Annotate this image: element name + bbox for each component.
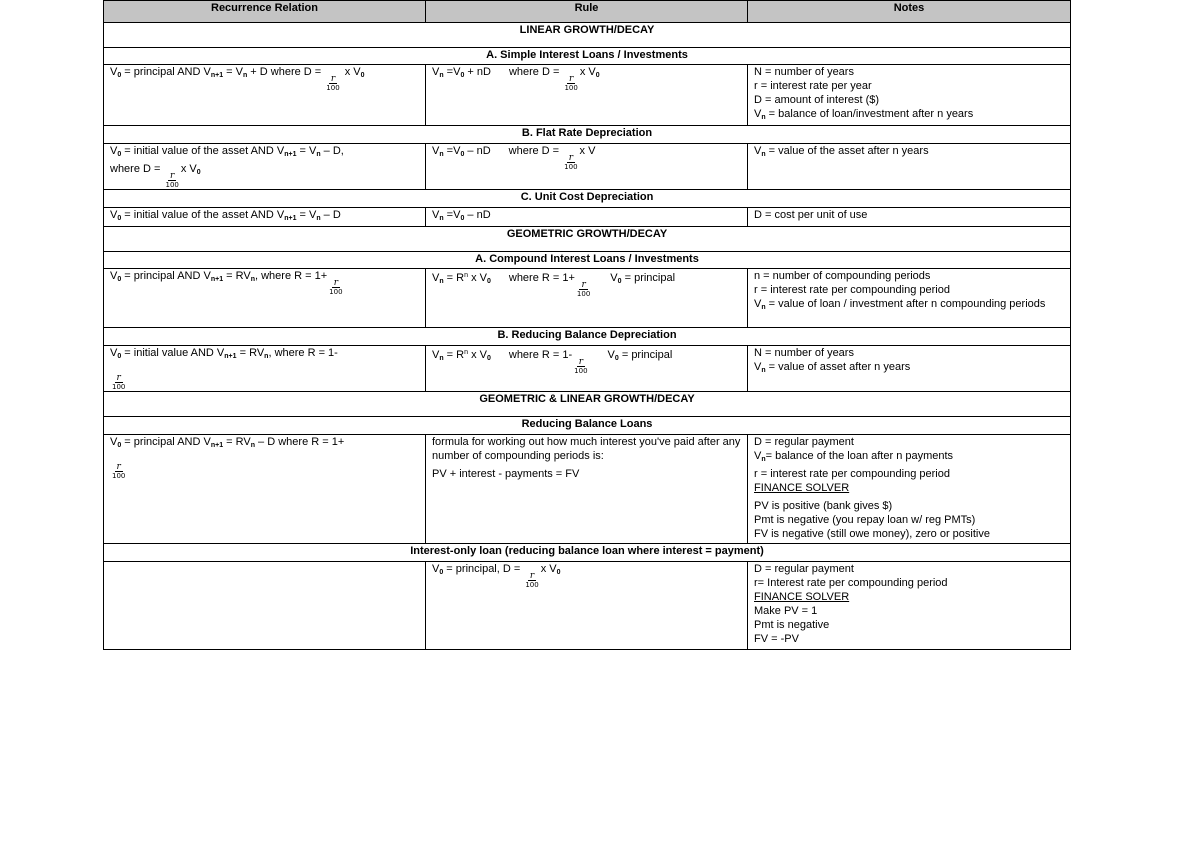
fraction-r-over-100: $\frac{r}{100}$ [112, 462, 126, 480]
unit-notes: D = cost per unit of use [748, 208, 1071, 227]
subsection-compound-interest: A. Compound Interest Loans / Investments [104, 252, 1071, 269]
unit-rule: $V_n =V_0$ – nD [426, 208, 748, 227]
fraction-r-over-100: $\frac{r}{100}$ [329, 278, 343, 296]
fraction-r-over-100: $\frac{r}{100}$ [326, 74, 340, 92]
section-geometric-linear: GEOMETRIC & LINEAR GROWTH/DECAY [104, 392, 1071, 417]
header-rule: Rule [426, 1, 748, 23]
fraction-r-over-100: $\frac{r}{100}$ [564, 153, 578, 171]
fraction-r-over-100: $\frac{r}{100}$ [576, 280, 591, 298]
subsection-flat-rate: B. Flat Rate Depreciation [104, 126, 1071, 144]
reducing-rule: $V_n = R^n$ x $V_0$ where R = 1- $\frac{r}{100}$ $V_0$ = principal [426, 346, 748, 392]
rb-loans-rule: formula for working out how much interest you've paid after any number of compounding periods is: PV + interest - payments = FV [426, 435, 748, 544]
compound-rule: $V_n = R^n$ x $V_0$ where R = 1+ $\frac{r}{100}$ $V_0$ = principal [426, 269, 748, 328]
subsection-reducing-balance-loans: Reducing Balance Loans [104, 417, 1071, 435]
fraction-r-over-100: $\frac{r}{100}$ [112, 373, 126, 391]
interest-only-rule: $V_0$ = principal, D = $\frac{r}{100}$ x $V_0$ [426, 562, 748, 650]
fraction-r-over-100: $\frac{r}{100}$ [525, 571, 539, 589]
fraction-r-over-100: $\frac{r}{100}$ [564, 74, 578, 92]
header-relation: Recurrence Relation [104, 1, 426, 23]
subsection-reducing-balance: B. Reducing Balance Depreciation [104, 328, 1071, 346]
row-reducing-balance [104, 346, 1071, 392]
row-flat-rate [104, 144, 1071, 190]
rb-loans-notes: D = regular payment $V_n=$ balance of the loan after n payments r = interest rate per compounding period FINANCE SOLVER PV is positive (bank gives $) Pmt is negative (you repay loan w/ reg PMTs) FV is negative (still owe money), zero or positive [748, 435, 1071, 544]
section-linear: LINEAR GROWTH/DECAY [104, 23, 1071, 48]
flat-relation: $V_0$ = initial value of the asset AND $V_{n+1} = V_n - D$, where D = $\frac{r}{100}$ x $V_0$ [104, 144, 426, 190]
finance-solver-heading: FINANCE SOLVER [754, 482, 850, 494]
fraction-r-over-100: $\frac{r}{100}$ [165, 171, 179, 189]
row-unit-cost [104, 208, 1071, 227]
header-row [104, 1, 1071, 23]
finance-solver-heading: FINANCE SOLVER [754, 591, 850, 603]
row-simple-interest [104, 65, 1071, 126]
recurrence-summary-table [103, 0, 1071, 650]
unit-relation: $V_0$ = initial value of the asset AND $V_{n+1} = V_n - D$ [104, 208, 426, 227]
subsection-unit-cost: C. Unit Cost Depreciation [104, 190, 1071, 208]
flat-notes: $V_n$ = value of the asset after n years [748, 144, 1071, 190]
section-geometric: GEOMETRIC GROWTH/DECAY [104, 227, 1071, 252]
reducing-notes: N = number of years $V_n$ = value of asset after n years [748, 346, 1071, 392]
row-interest-only [104, 562, 1071, 650]
compound-relation: $V_0$ = principal AND $V_{n+1} = RV_n$, where R = 1+ $\frac{r}{100}$ [104, 269, 426, 328]
row-reducing-balance-loans [104, 435, 1071, 544]
reducing-relation: $V_0$ = initial value AND $V_{n+1} = RV_n$, where R = 1- $\frac{r}{100}$ [104, 346, 426, 392]
subsection-interest-only: Interest-only loan (reducing balance loan where interest = payment) [104, 544, 1071, 562]
simple-rule: $V_n =V_0$ + nD where D = $\frac{r}{100}$ x $V_0$ [426, 65, 748, 126]
interest-only-notes: D = regular payment r= Interest rate per compounding period FINANCE SOLVER Make PV = 1 Pmt is negative FV = -PV [748, 562, 1071, 650]
row-compound-interest [104, 269, 1071, 328]
flat-rule: $V_n =V_0$ – nD where D = $\frac{r}{100}$ x V [426, 144, 748, 190]
compound-notes: n = number of compounding periods r = interest rate per compounding period $V_n$ = value of loan / investment after n compounding periods [748, 269, 1071, 328]
header-notes: Notes [748, 1, 1071, 23]
simple-notes: N = number of years r = interest rate per year D = amount of interest ($) $V_n$ = balance of loan/investment after n years [748, 65, 1071, 126]
rb-loans-relation: $V_0$ = principal AND $V_{n+1} = RV_n - D$ where R = 1+ $\frac{r}{100}$ [104, 435, 426, 544]
fraction-r-over-100: $\frac{r}{100}$ [574, 357, 588, 375]
subsection-simple-interest: A. Simple Interest Loans / Investments [104, 48, 1071, 65]
simple-relation: $V_0$ = principal AND $V_{n+1} = V_n + D$ where D = $\frac{r}{100}$ x $V_0$ [104, 65, 426, 126]
interest-only-relation [104, 562, 426, 650]
